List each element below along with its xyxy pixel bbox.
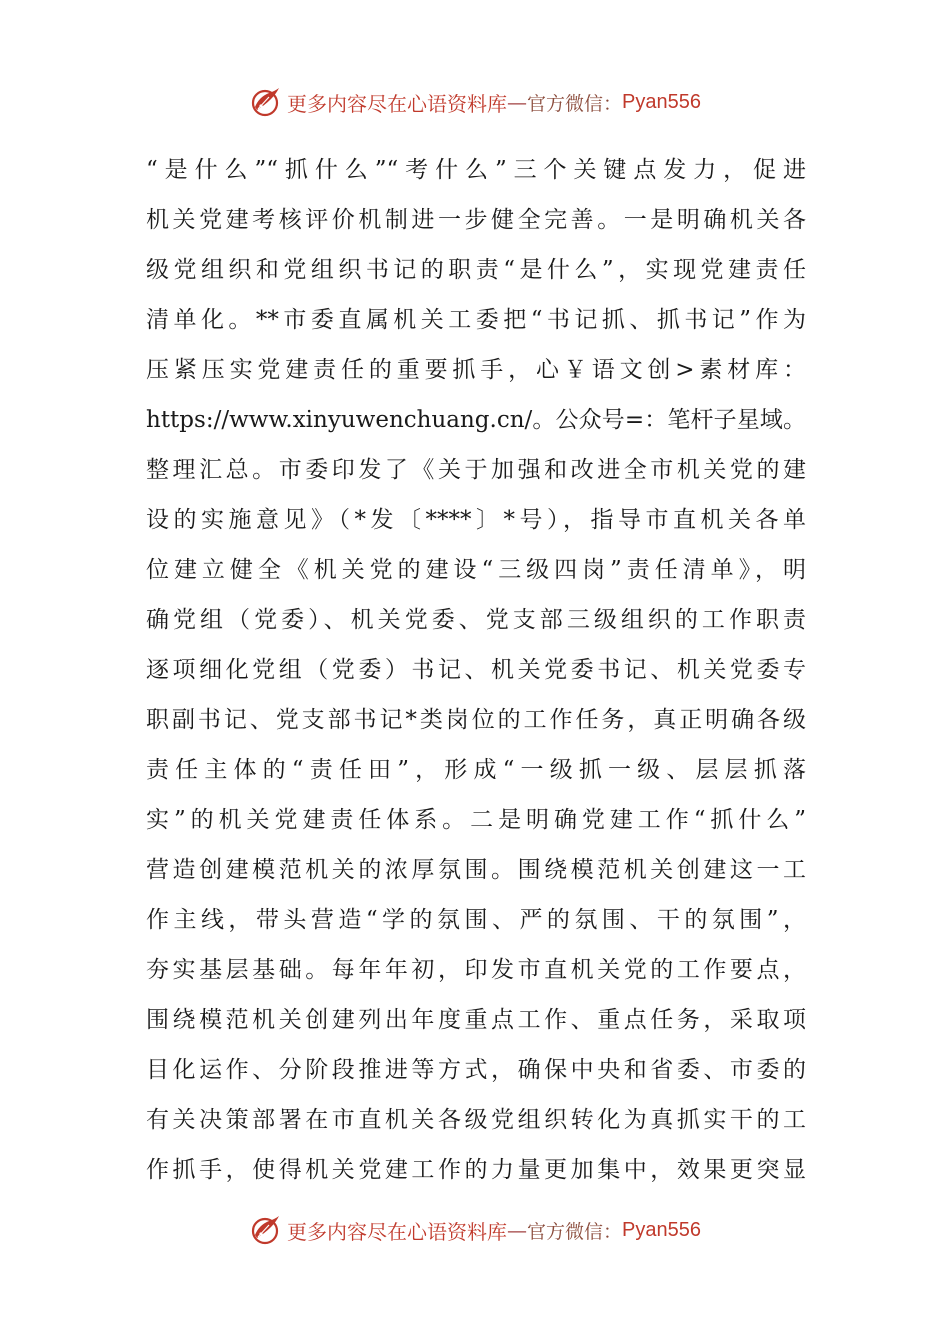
footer-banner: [0, 1208, 950, 1252]
header-banner: [0, 80, 950, 124]
body-line: 位建立健全《机关党的建设“三级四岗”责任清单》，明: [146, 557, 806, 583]
body-line-url: https://www.xinyuwenchuang.cn/。公众号=：笔杆子星域。: [146, 407, 806, 433]
banner-brand-text: 更多内容尽在心语资料库: [287, 1219, 507, 1244]
body-line: 夯实基层基础。每年年初，印发市直机关党的工作要点，: [146, 957, 806, 983]
body-line: “是什么”“抓什么”“考什么”三个关键点发力，促进: [146, 157, 806, 183]
banner-separator: —: [507, 90, 527, 114]
banner-wechat-id: Pyan556: [622, 1218, 701, 1241]
banner-brand-text: 更多内容尽在心语资料库: [287, 91, 507, 116]
body-line: 责任主体的“责任田”，形成“一级抓一级、层层抓落: [146, 757, 806, 783]
pen-nib-logo-icon: [249, 85, 283, 119]
body-line: 逐项细化党组（党委）书记、机关党委书记、机关党委专: [146, 657, 806, 683]
body-line: 作抓手，使得机关党建工作的力量更加集中，效果更突显: [146, 1157, 806, 1183]
body-line: 整理汇总。市委印发了《关于加强和改进全市机关党的建: [146, 457, 806, 483]
body-line: 级党组织和党组织书记的职责“是什么”，实现党建责任: [146, 257, 806, 283]
body-line: 实”的机关党建责任体系。二是明确党建工作“抓什么”: [146, 807, 806, 833]
body-line: 围绕模范机关创建列出年度重点工作、重点任务，采取项: [146, 1007, 806, 1033]
body-line: 有关决策部署在市直机关各级党组织转化为真抓实干的工: [146, 1107, 806, 1133]
banner-wechat-label: 官方微信：: [527, 92, 623, 115]
body-line: 设的实施意见》（*发〔****〕*号），指导市直机关各单: [146, 507, 806, 533]
body-line: 确党组（党委）、机关党委、党支部三级组织的工作职责: [146, 607, 806, 633]
banner-separator: —: [507, 1218, 527, 1242]
body-line: 职副书记、党支部书记*类岗位的工作任务，真正明确各级: [146, 707, 806, 733]
document-body: [146, 145, 806, 1195]
pen-nib-logo-icon: [249, 1213, 283, 1247]
banner-wechat-label: 官方微信：: [527, 1220, 623, 1243]
body-line: 营造创建模范机关的浓厚氛围。围绕模范机关创建这一工: [146, 857, 806, 883]
body-line: 清单化。**市委直属机关工委把“书记抓、抓书记”作为: [146, 307, 806, 333]
body-line: 机关党建考核评价机制进一步健全完善。一是明确机关各: [146, 207, 806, 233]
body-line: 作主线，带头营造“学的氛围、严的氛围、干的氛围”，: [146, 907, 806, 933]
body-line: 目化运作、分阶段推进等方式，确保中央和省委、市委的: [146, 1057, 806, 1083]
body-line: 压紧压实党建责任的重要抓手，心￥语文创>素材库：: [146, 357, 806, 383]
banner-wechat-id: Pyan556: [622, 90, 701, 113]
